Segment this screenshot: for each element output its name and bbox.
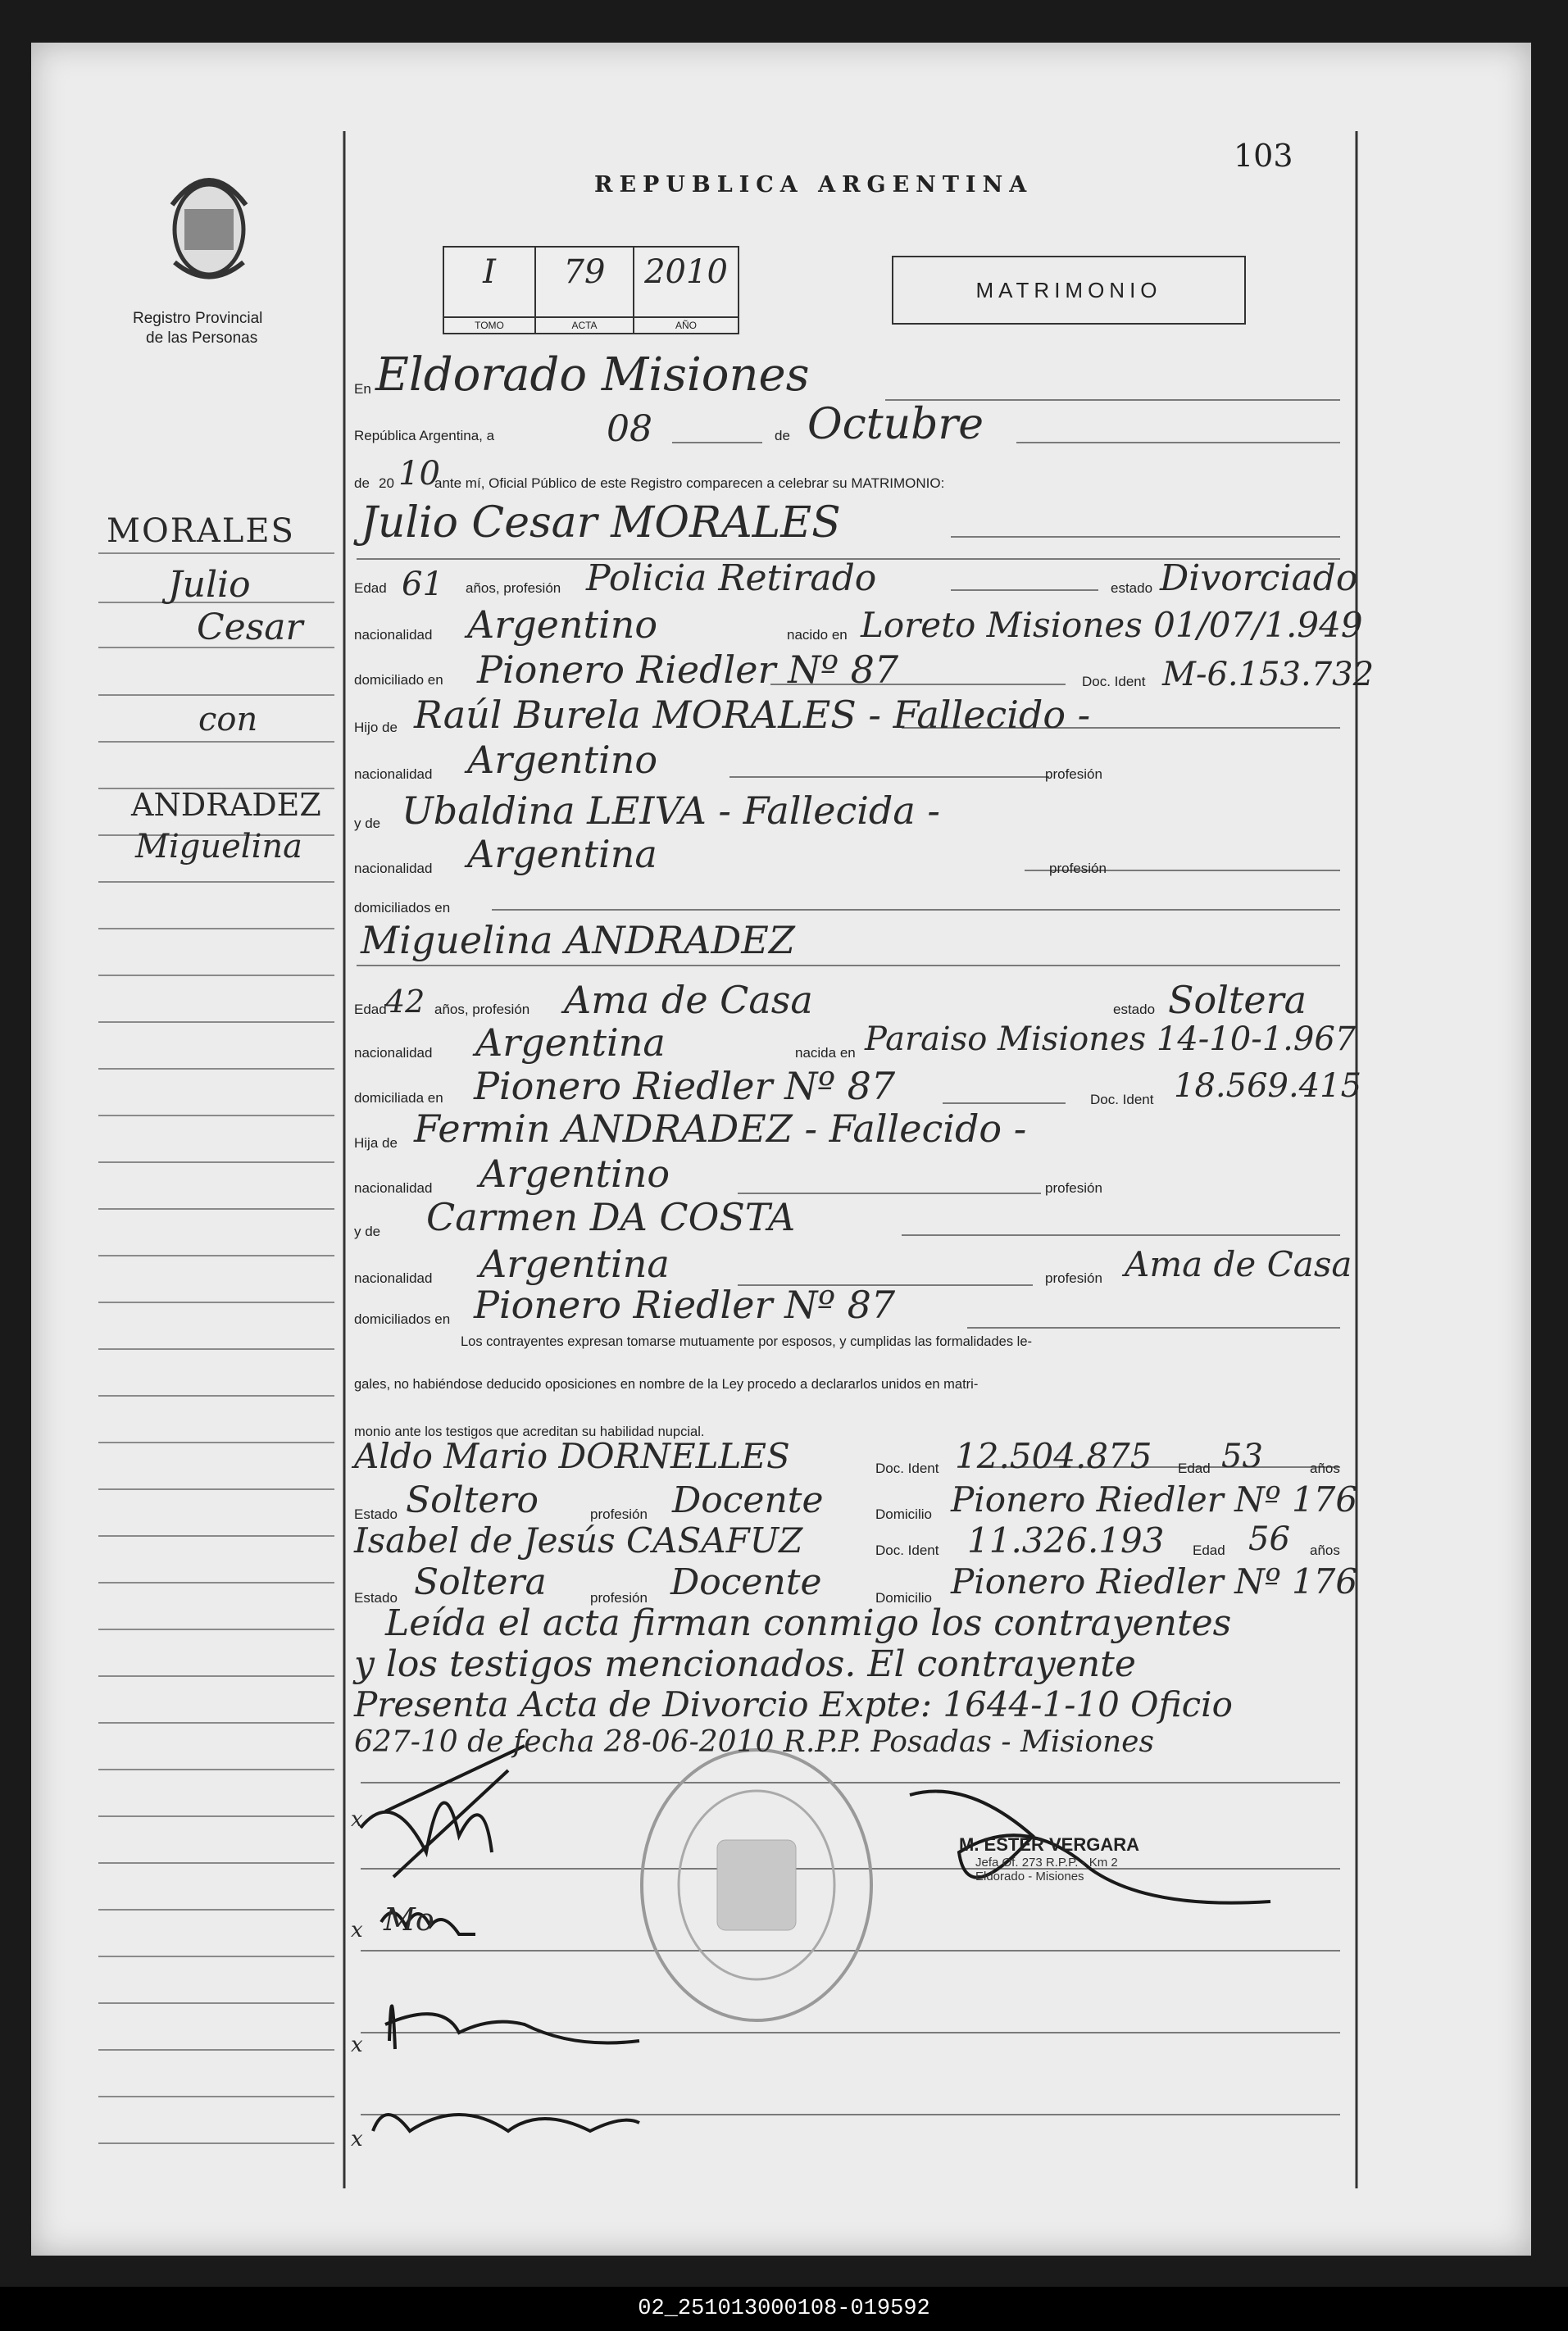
official-location: Eldorado - Misiones	[975, 1870, 1084, 1883]
registry-name-line2: de las Personas	[146, 329, 258, 347]
acta-label: ACTA	[536, 316, 633, 333]
witness2-estado-label: Estado	[354, 1590, 398, 1606]
year-prefix: 20	[379, 475, 394, 491]
month: Octubre	[807, 400, 984, 449]
witness1-address: Pionero Riedler Nº 176	[951, 1479, 1358, 1520]
witness2-prof-label: profesión	[590, 1590, 648, 1606]
anio-value: 2010	[644, 253, 728, 291]
bride-doc-label: Doc. Ident	[1090, 1092, 1154, 1107]
year-suffix: 10	[398, 455, 440, 493]
margin-with: con	[198, 701, 258, 738]
witness2-edad-label: Edad	[1193, 1543, 1225, 1558]
tomo-cell	[444, 248, 536, 333]
bride-estado-label: estado	[1113, 1002, 1156, 1017]
groom-estado-label: estado	[1111, 580, 1153, 596]
groom-father: Raúl Burela MORALES - Fallecido -	[414, 693, 1091, 737]
signature-mark-3: x	[351, 2033, 363, 2057]
witness1-age: 53	[1221, 1438, 1263, 1475]
bride-nationality: Argentina	[475, 1020, 666, 1065]
groom-mother-nac-label: nacionalidad	[354, 861, 433, 876]
bride-nacida-label: nacida en	[795, 1045, 856, 1061]
witness2-age: 56	[1248, 1520, 1290, 1558]
witness2-address: Pionero Riedler Nº 176	[951, 1561, 1358, 1602]
groom-anos-prof: años, profesión	[466, 580, 561, 596]
groom-nacido-label: nacido en	[787, 627, 848, 643]
bride-address: Pionero Riedler Nº 87	[474, 1064, 896, 1108]
bride-father-nac-label: nacionalidad	[354, 1180, 433, 1196]
bride-dom-label: domiciliada en	[354, 1090, 443, 1106]
signature-mark-4: x	[351, 2127, 363, 2152]
label-de: de	[775, 428, 790, 443]
bride-birth: Paraiso Misiones 14-10-1.967	[865, 1020, 1357, 1058]
margin-given3: Miguelina	[135, 828, 302, 866]
witness1-dom-label: Domicilio	[875, 1506, 932, 1522]
record-type-box	[892, 256, 1246, 325]
groom-yde-label: y de	[354, 816, 381, 831]
signature-mark-2: x	[351, 1918, 363, 1942]
declaration-line3: monio ante los testigos que acreditan su habilidad nupcial.	[354, 1424, 705, 1439]
bride-prof-label2: profesión	[1045, 1270, 1102, 1286]
witness2-anos: años	[1310, 1543, 1340, 1558]
bride-profession: Ama de Casa	[564, 978, 813, 1022]
acta-cell	[536, 248, 634, 333]
groom-marital-status: Divorciado	[1160, 557, 1358, 599]
groom-nac-label: nacionalidad	[354, 627, 433, 643]
place: Eldorado Misiones	[375, 348, 810, 402]
groom-address: Pionero Riedler Nº 87	[477, 648, 899, 692]
witness1-prof-label: profesión	[590, 1506, 648, 1522]
groom-mother: Ubaldina LEIVA - Fallecida -	[402, 788, 940, 833]
witness2-name: Isabel de Jesús CASAFUZ	[354, 1520, 803, 1561]
seal-emblem	[642, 1750, 871, 2020]
bride-yde-label: y de	[354, 1224, 381, 1239]
groom-edad-label: Edad	[354, 580, 387, 596]
witness1-name: Aldo Mario DORNELLES	[354, 1436, 790, 1476]
witness1-estado-label: Estado	[354, 1506, 398, 1522]
label-en: En	[354, 381, 371, 397]
bride-mother-nac-label: nacionalidad	[354, 1270, 433, 1286]
groom-father-nat: Argentino	[467, 738, 658, 782]
day: 08	[607, 408, 652, 450]
witness1-edad-label: Edad	[1178, 1461, 1211, 1476]
declaration-line1: Los contrayentes expresan tomarse mutuamente por esposos, y cumplidas las formalidades le-	[461, 1334, 1033, 1349]
note-line4: 627-10 de fecha 28-06-2010 R.P.P. Posadas - Misiones	[354, 1725, 1154, 1759]
record-type: MATRIMONIO	[975, 277, 1162, 302]
groom-parents-dom-label: domiciliados en	[354, 900, 451, 916]
official-stamp	[959, 1834, 1139, 1883]
witness2-profession: Docente	[670, 1561, 822, 1603]
witness2-status: Soltera	[414, 1561, 547, 1603]
signature-scribbles	[361, 1746, 1270, 2131]
witness1-profession: Docente	[672, 1479, 824, 1521]
bride-parents-dom-label: domiciliados en	[354, 1311, 451, 1327]
anio-cell	[634, 248, 738, 333]
signature-mark-1: x	[351, 1807, 363, 1832]
groom-age: 61	[402, 566, 443, 603]
registry-name-line1: Registro Provincial	[133, 310, 263, 327]
country-title: REPUBLICA ARGENTINA	[594, 172, 1034, 198]
witness2-dom-label: Domicilio	[875, 1590, 932, 1606]
anio-label: AÑO	[634, 316, 738, 333]
note-line2: y los testigos mencionados. El contrayente	[354, 1643, 1136, 1685]
groom-hijo-label: Hijo de	[354, 720, 398, 735]
groom-doc-label: Doc. Ident	[1082, 674, 1146, 689]
label-republica: República Argentina, a	[354, 428, 495, 443]
note-line1: Leída el acta firman conmigo los contrayentes	[385, 1602, 1232, 1644]
groom-name: Julio Cesar MORALES	[361, 498, 841, 548]
record-id-box	[443, 246, 739, 334]
margin-surname2: ANDRADEZ	[131, 787, 321, 823]
margin-given1: Julio	[168, 564, 251, 606]
bride-father-nat: Argentino	[479, 1152, 670, 1196]
tomo-value: I	[483, 253, 496, 291]
bride-nac-label: nacionalidad	[354, 1045, 433, 1061]
bride-edad-label: Edad	[354, 1002, 387, 1017]
groom-dom-label: domiciliado en	[354, 672, 443, 688]
bride-name: Miguelina ANDRADEZ	[361, 918, 795, 962]
official-title: Jefa Of. 273 R.P.P. - Km 2	[975, 1856, 1118, 1870]
label-de2: de	[354, 475, 370, 491]
margin-given2: Cesar	[197, 607, 303, 648]
groom-mother-nat: Argentina	[467, 832, 657, 876]
groom-birth: Loreto Misiones 01/07/1.949	[861, 605, 1363, 645]
witness2-doc: 11.326.193	[967, 1520, 1165, 1561]
bride-mother-nat: Argentina	[479, 1242, 670, 1286]
official-name: M. ESTER VERGARA	[959, 1834, 1140, 1855]
groom-doc: M-6.153.732	[1162, 656, 1375, 693]
witness2-doc-label: Doc. Ident	[875, 1543, 939, 1558]
bride-marital-status: Soltera	[1168, 978, 1307, 1022]
bride-mother-prof: Ama de Casa	[1125, 1244, 1352, 1284]
bride-anos-prof: años, profesión	[434, 1002, 530, 1017]
margin-surname: MORALES	[107, 512, 295, 550]
witness1-anos: años	[1310, 1461, 1340, 1476]
witness1-status: Soltero	[406, 1479, 539, 1521]
bride-father: Fermin ANDRADEZ - Fallecido -	[414, 1106, 1027, 1151]
bride-doc: 18.569.415	[1174, 1067, 1362, 1105]
acta-value: 79	[563, 253, 606, 291]
witness1-doc: 12.504.875	[955, 1436, 1152, 1476]
witness-signature-initials: Mo	[384, 1902, 434, 1938]
intro-statement: ante mí, Oficial Público de este Registro comparecen a celebrar su MATRIMONIO:	[434, 475, 945, 491]
groom-prof-label: profesión	[1045, 766, 1102, 782]
tomo-label: TOMO	[444, 316, 534, 333]
groom-father-nac-label: nacionalidad	[354, 766, 433, 782]
groom-prof-label2: profesión	[1049, 861, 1107, 876]
scan-id-footer: 02_251013000108-019592	[0, 2287, 1568, 2331]
groom-nationality: Argentino	[467, 602, 658, 647]
witness1-doc-label: Doc. Ident	[875, 1461, 939, 1476]
bride-mother: Carmen DA COSTA	[426, 1195, 796, 1239]
bride-prof-label: profesión	[1045, 1180, 1102, 1196]
declaration-line2: gales, no habiéndose deducido oposiciones en nombre de la Ley procedo a declararlos unidos en matri-	[354, 1377, 979, 1392]
bride-parents-address: Pionero Riedler Nº 87	[474, 1283, 896, 1327]
coat-of-arms-logo	[172, 180, 246, 277]
bride-hija-label: Hija de	[354, 1135, 398, 1151]
groom-profession: Policia Retirado	[586, 557, 877, 599]
bride-age: 42	[385, 984, 425, 1020]
note-line3: Presenta Acta de Divorcio Expte: 1644-1-10 Oficio	[354, 1684, 1233, 1724]
page-number: 103	[1234, 138, 1293, 174]
